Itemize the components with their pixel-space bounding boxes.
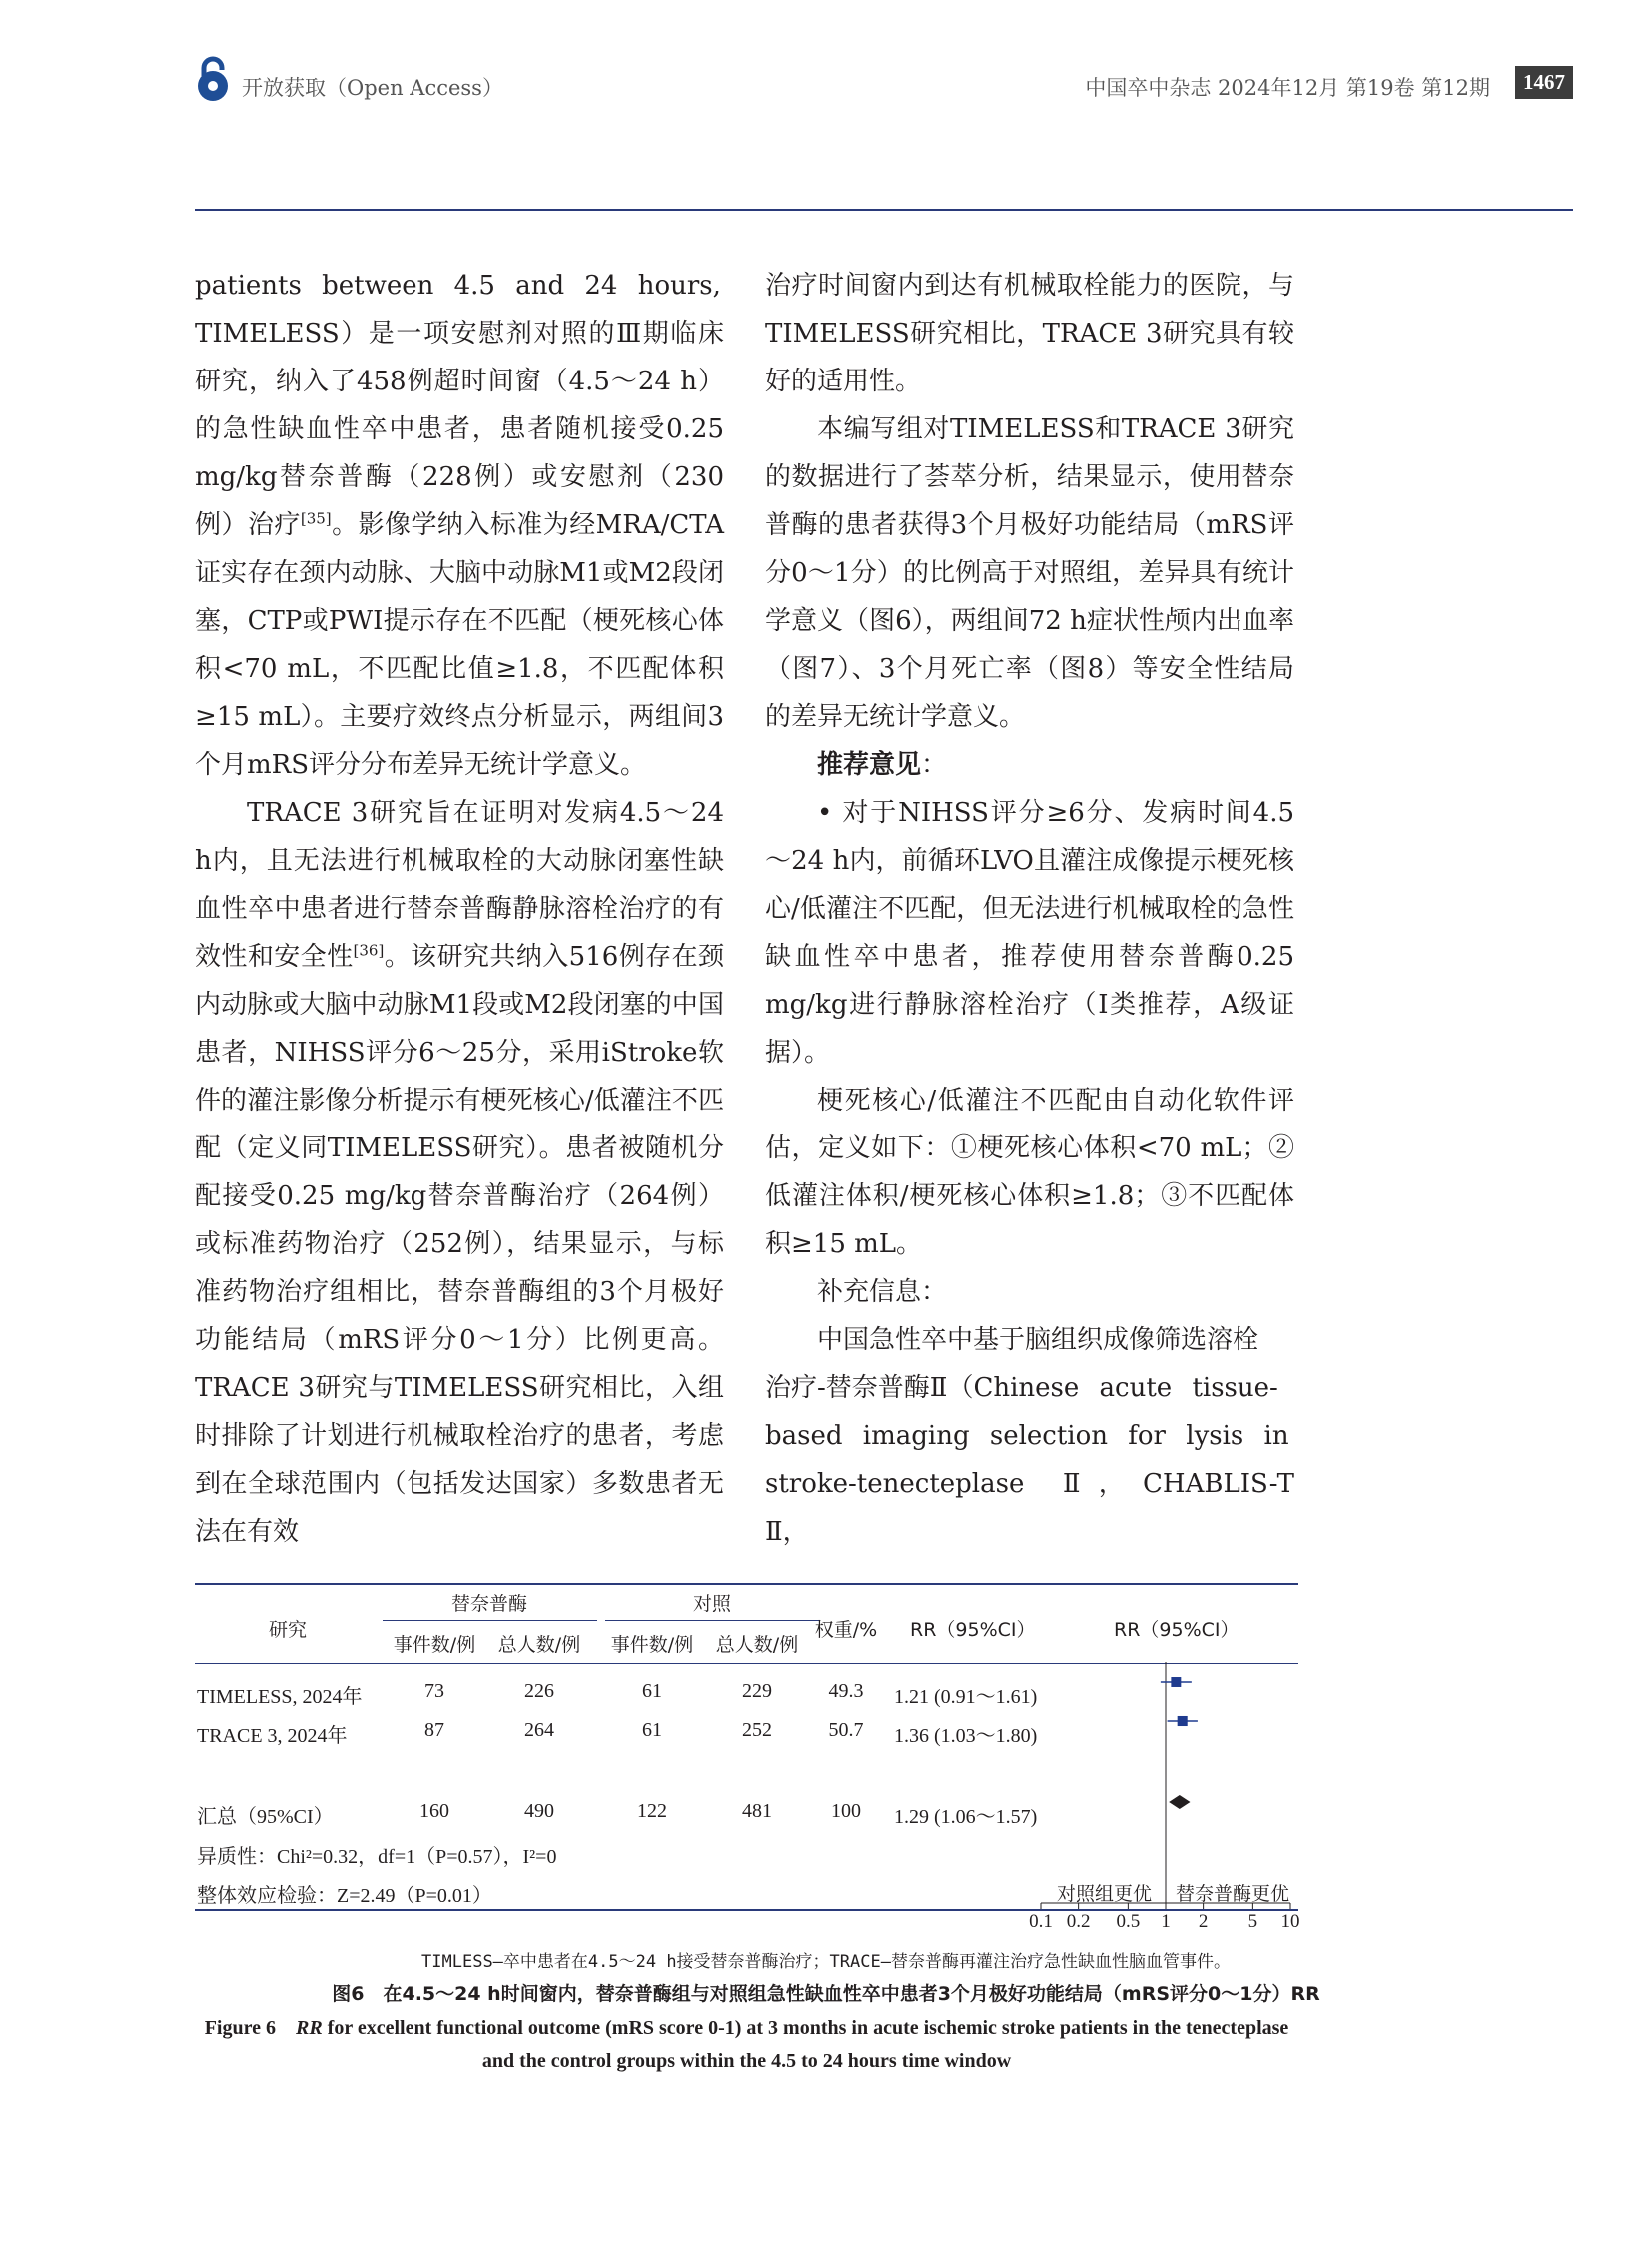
x-tick-label: 0.2 xyxy=(1066,1911,1091,1932)
col-tnk-total: 总人数/例 xyxy=(497,1634,581,1656)
row-timeless-rr: 1.21 (0.91～1.61) xyxy=(894,1686,1038,1708)
paragraph-chablis-line2: 治疗-替奈普酶Ⅱ（Chinese acute tissue- xyxy=(765,1373,1278,1403)
row-timeless-tnk-total: 226 xyxy=(524,1680,554,1702)
paragraph-applicability: 治疗时间窗内到达有机械取栓能力的医院，与TIMELESS研究相比，TRACE 3研究具有较好的适用性。 xyxy=(765,271,1294,396)
journal-info: 中国卒中杂志 2024年12月 第19卷 第12期 xyxy=(1085,76,1490,100)
paragraph-chablis-line3: based imaging selection for lysis in xyxy=(765,1421,1289,1451)
x-tick-label: 2 xyxy=(1198,1911,1209,1932)
row-pooled-weight: 100 xyxy=(831,1800,861,1822)
col-ctrl-events: 事件数/例 xyxy=(610,1634,694,1656)
left-column xyxy=(195,262,724,1556)
row-pooled-rr: 1.29 (1.06～1.57) xyxy=(894,1806,1038,1828)
col-rr-plot: RR（95%CI） xyxy=(1114,1619,1239,1641)
paragraph-timeless: TIMELESS）是一项安慰剂对照的Ⅲ期临床研究，纳入了458例超时间窗（4.5～24 h）的急性缺血性卒中患者，患者随机接受0.25 mg/kg替奈普酶（228例）或安慰剂（230例）治疗[35]。影像学纳入标准为经MRA/CTA证实存在颈内动脉、大脑中动脉M1或M2段闭塞，CTP或PWI提示存在不匹配（梗死核心体积<70 mL，不匹配比值≥1.8，不匹配体积≥15 mL）。主要疗效终点分析显示，两组间3个月mRS评分分布差异无统计学意义。 xyxy=(195,319,724,780)
right-column xyxy=(765,262,1294,1556)
row-trace3-weight: 50.7 xyxy=(828,1719,864,1741)
heterogeneity-stat: 异质性：Chi²=0.32，df=1（P=0.57），I²=0 xyxy=(197,1846,557,1868)
paragraph-mismatch-definition: 梗死核心/低灌注不匹配由自动化软件评估，定义如下：①梗死核心体积<70 mL；②低灌注体积/梗死核心体积≥1.8；③不匹配体积≥15 mL。 xyxy=(765,1086,1294,1259)
paragraph-meta-analysis: 本编写组对TIMELESS和TRACE 3研究的数据进行了荟萃分析，结果显示，使用替奈普酶的患者获得3个月极好功能结局（mRS评分0～1分）的比例高于对照组，差异具有统计学意义（图6），两组间72 h症状性颅内出血率（图7）、3个月死亡率（图8）等安全性结局的差异无统计学意义。 xyxy=(765,414,1294,732)
row-trace3-ctrl-events: 61 xyxy=(642,1719,662,1741)
favors-tnk-label: 替奈普酶更优 xyxy=(1176,1883,1290,1905)
overall-effect-test: 整体效应检验：Z=2.49（P=0.01） xyxy=(197,1885,492,1907)
citation-36: [36] xyxy=(353,941,385,960)
row-timeless-ctrl-events: 61 xyxy=(642,1680,662,1702)
table-top-rule xyxy=(195,1583,1298,1585)
row-trace3-ctrl-total: 252 xyxy=(742,1719,772,1741)
row-trace3-tnk-events: 87 xyxy=(424,1719,444,1741)
paragraph-chablis-line1: 中国急性卒中基于脑组织成像筛选溶栓 xyxy=(817,1325,1259,1355)
row-trace3-tnk-total: 264 xyxy=(524,1719,554,1741)
forest-plot xyxy=(1009,1652,1308,1951)
col-study: 研究 xyxy=(268,1619,308,1641)
header-divider xyxy=(195,209,1573,211)
row-timeless-tnk-events: 73 xyxy=(424,1680,444,1702)
col-weight: 权重/% xyxy=(814,1619,878,1641)
point-estimate xyxy=(1171,1677,1181,1687)
col-ctrl-total: 总人数/例 xyxy=(715,1634,799,1656)
paragraph-timeless-line1: patients between 4.5 and 24 hours, xyxy=(195,271,721,301)
group-control: 对照 xyxy=(692,1593,732,1615)
pooled-diamond xyxy=(1169,1795,1190,1809)
page-header xyxy=(195,52,1573,122)
x-tick-label: 0.5 xyxy=(1116,1911,1141,1932)
page-number: 1467 xyxy=(1515,66,1573,99)
row-pooled-ctrl-total: 481 xyxy=(742,1800,772,1822)
row-timeless-weight: 49.3 xyxy=(828,1680,864,1702)
ctrl-header-rule xyxy=(605,1620,820,1621)
col-rr-ci: RR（95%CI） xyxy=(910,1619,1036,1641)
group-tnk: 替奈普酶 xyxy=(450,1593,528,1615)
citation-35: [35] xyxy=(300,509,332,528)
point-estimate xyxy=(1178,1716,1188,1726)
open-access-lock-icon xyxy=(195,56,231,102)
x-tick-label: 5 xyxy=(1247,1911,1258,1932)
x-tick-label: 1 xyxy=(1161,1911,1171,1932)
row-trace3-study: TRACE 3, 2024年 xyxy=(197,1725,348,1747)
row-trace3-rr: 1.36 (1.03～1.80) xyxy=(894,1725,1038,1747)
figure-caption-en: Figure 6 RR for excellent functional outcome (mRS score 0-1) at 3 months in acute ischemic stroke patients in the tenecteplase and the control groups within the 4.5 to 24 hours time window xyxy=(204,2017,1289,2072)
col-tnk-events: 事件数/例 xyxy=(393,1634,476,1656)
row-timeless-study: TIMELESS, 2024年 xyxy=(197,1686,363,1708)
row-pooled-study: 汇总（95%CI） xyxy=(197,1806,334,1828)
favors-control-label: 对照组更优 xyxy=(1057,1883,1153,1905)
row-timeless-ctrl-total: 229 xyxy=(742,1680,772,1702)
row-pooled-ctrl-events: 122 xyxy=(637,1800,667,1822)
tnk-header-rule xyxy=(383,1620,597,1621)
recommendation-body: • 对于NIHSS评分≥6分、发病时间4.5～24 h内，前循环LVO且灌注成像提示梗死核心/低灌注不匹配，但无法进行机械取栓的急性缺血性卒中患者，推荐使用替奈普酶0.25 mg/kg进行静脉溶栓治疗（Ⅰ类推荐，A级证据）。 xyxy=(765,798,1294,1068)
row-pooled-tnk-events: 160 xyxy=(419,1800,449,1822)
paragraph-trace3: TRACE 3研究旨在证明对发病4.5～24 h内，且无法进行机械取栓的大动脉闭塞性缺血性卒中患者进行替奈普酶静脉溶栓治疗的有效性和安全性[36]。该研究共纳入516例存在颈内动脉或大脑中动脉M1段或M2段闭塞的中国患者，NIHSS评分6～25分，采用iStroke软件的灌注影像分析提示有梗死核心/低灌注不匹配（定义同TIMELESS研究）。患者被随机分配接受0.25 mg/kg替奈普酶治疗（264例）或标准药物治疗（252例），结果显示，与标准药物治疗组相比，替奈普酶组的3个月极好功能结局（mRS评分0～1分）比例更高。TRACE 3研究与TIMELESS研究相比，入组时排除了计划进行机械取栓治疗的患者，考虑到在全球范围内（包括发达国家）多数患者无法在有效 xyxy=(195,798,724,1547)
abbreviation-note: TIMLESS—卒中患者在4.5～24 h接受替奈普酶治疗；TRACE—替奈普酶再灌注治疗急性缺血性脑血管事件。 xyxy=(421,1952,1231,1972)
paragraph-chablis-line4: stroke-tenecteplase Ⅱ，CHABLIS-T Ⅱ， xyxy=(765,1469,1294,1547)
figure-caption-zh: 图6 在4.5～24 h时间窗内，替奈普酶组与对照组急性缺血性卒中患者3个月极好功能结局（mRS评分0～1分）RR xyxy=(332,1983,1320,2005)
recommendation-heading: 推荐意见： xyxy=(817,750,948,780)
x-tick-label: 10 xyxy=(1280,1911,1300,1932)
supplementary-heading: 补充信息： xyxy=(817,1277,948,1307)
open-access-label: 开放获取（Open Access） xyxy=(242,76,503,100)
row-pooled-tnk-total: 490 xyxy=(524,1800,554,1822)
x-tick-label: 0.1 xyxy=(1029,1911,1053,1932)
